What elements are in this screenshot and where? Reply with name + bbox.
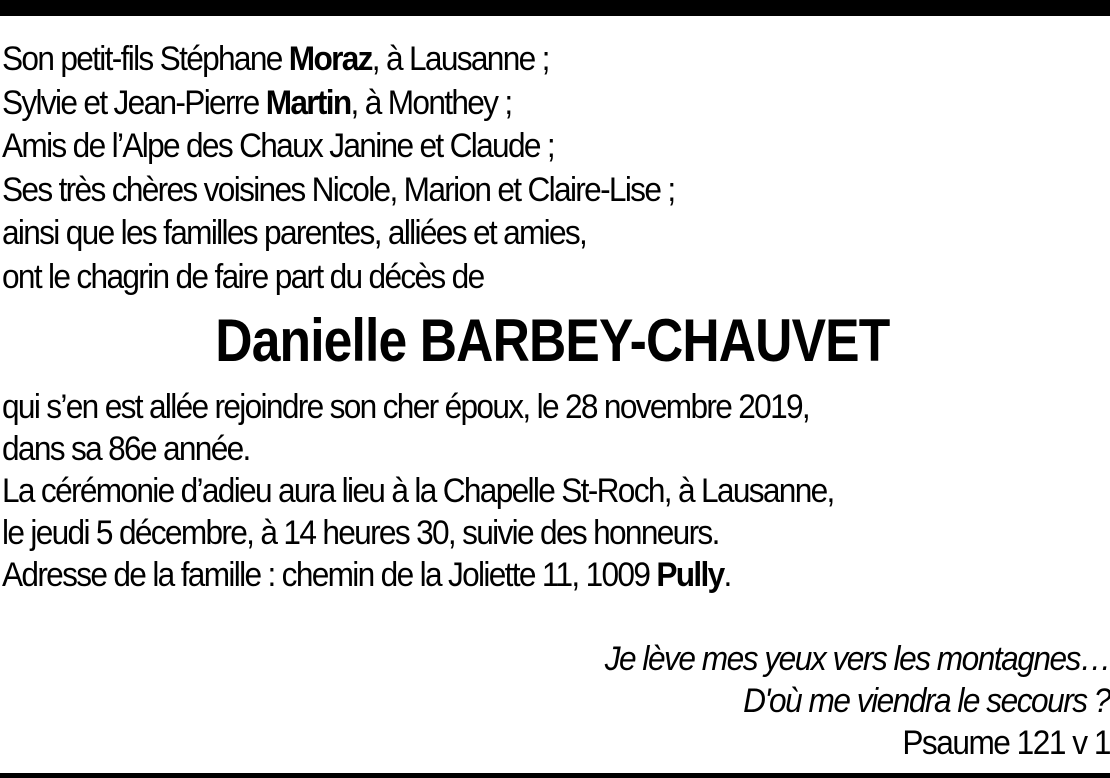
grandson-text: Son petit-fils Stéphane <box>2 40 289 78</box>
martin-text: Sylvie et Jean-Pierre <box>2 83 266 122</box>
family-line-grandson <box>2 38 1025 82</box>
family-line-relatives: ainsi que les familles parentes, alliées et amies, <box>2 214 587 252</box>
verse-reference: Psaume 121 v 1 <box>902 724 1110 762</box>
family-line-announcement: ont le chagrin de faire part du décès de <box>2 257 484 296</box>
family-line-friends: Amis de l’Alpe des Chaux Janine et Claude ; <box>2 127 554 165</box>
top-border-rule <box>0 0 1110 16</box>
martin-surname: Martin <box>265 83 351 122</box>
family-line-martin <box>2 82 1025 126</box>
family-announcement <box>2 38 1025 299</box>
details-line-address <box>2 554 1025 596</box>
verse-line-1: Je lève mes yeux vers les montagnes… <box>604 640 1110 678</box>
address-end: . <box>723 556 731 594</box>
deceased-name-text: Danielle BARBEY-CHAUVET <box>215 307 890 374</box>
grandson-surname: Moraz <box>288 40 372 78</box>
deceased-name <box>0 306 1110 376</box>
ceremony-details <box>2 386 1025 596</box>
psalm-verse <box>459 638 1110 764</box>
details-line-age: dans sa 86e année. <box>2 430 250 468</box>
details-line-time: le jeudi 5 décembre, à 14 heures 30, suivie des honneurs. <box>2 514 719 552</box>
details-line-date: qui s’en est allée rejoindre son cher époux, le 28 novembre 2019, <box>2 388 810 426</box>
verse-line-2: D'où me viendra le secours ? <box>743 682 1110 720</box>
details-line-ceremony: La cérémonie d’adieu aura lieu à la Chapelle St-Roch, à Lausanne, <box>2 472 834 510</box>
bottom-border-rule <box>0 773 1110 778</box>
address-text: Adresse de la famille : chemin de la Joliette 11, 1009 <box>2 556 657 594</box>
grandson-place: , à Lausanne ; <box>371 40 549 78</box>
address-town: Pully <box>656 556 724 594</box>
family-line-neighbours: Ses très chères voisines Nicole, Marion et Claire-Lise ; <box>2 170 675 209</box>
martin-place: , à Monthey ; <box>350 83 512 122</box>
